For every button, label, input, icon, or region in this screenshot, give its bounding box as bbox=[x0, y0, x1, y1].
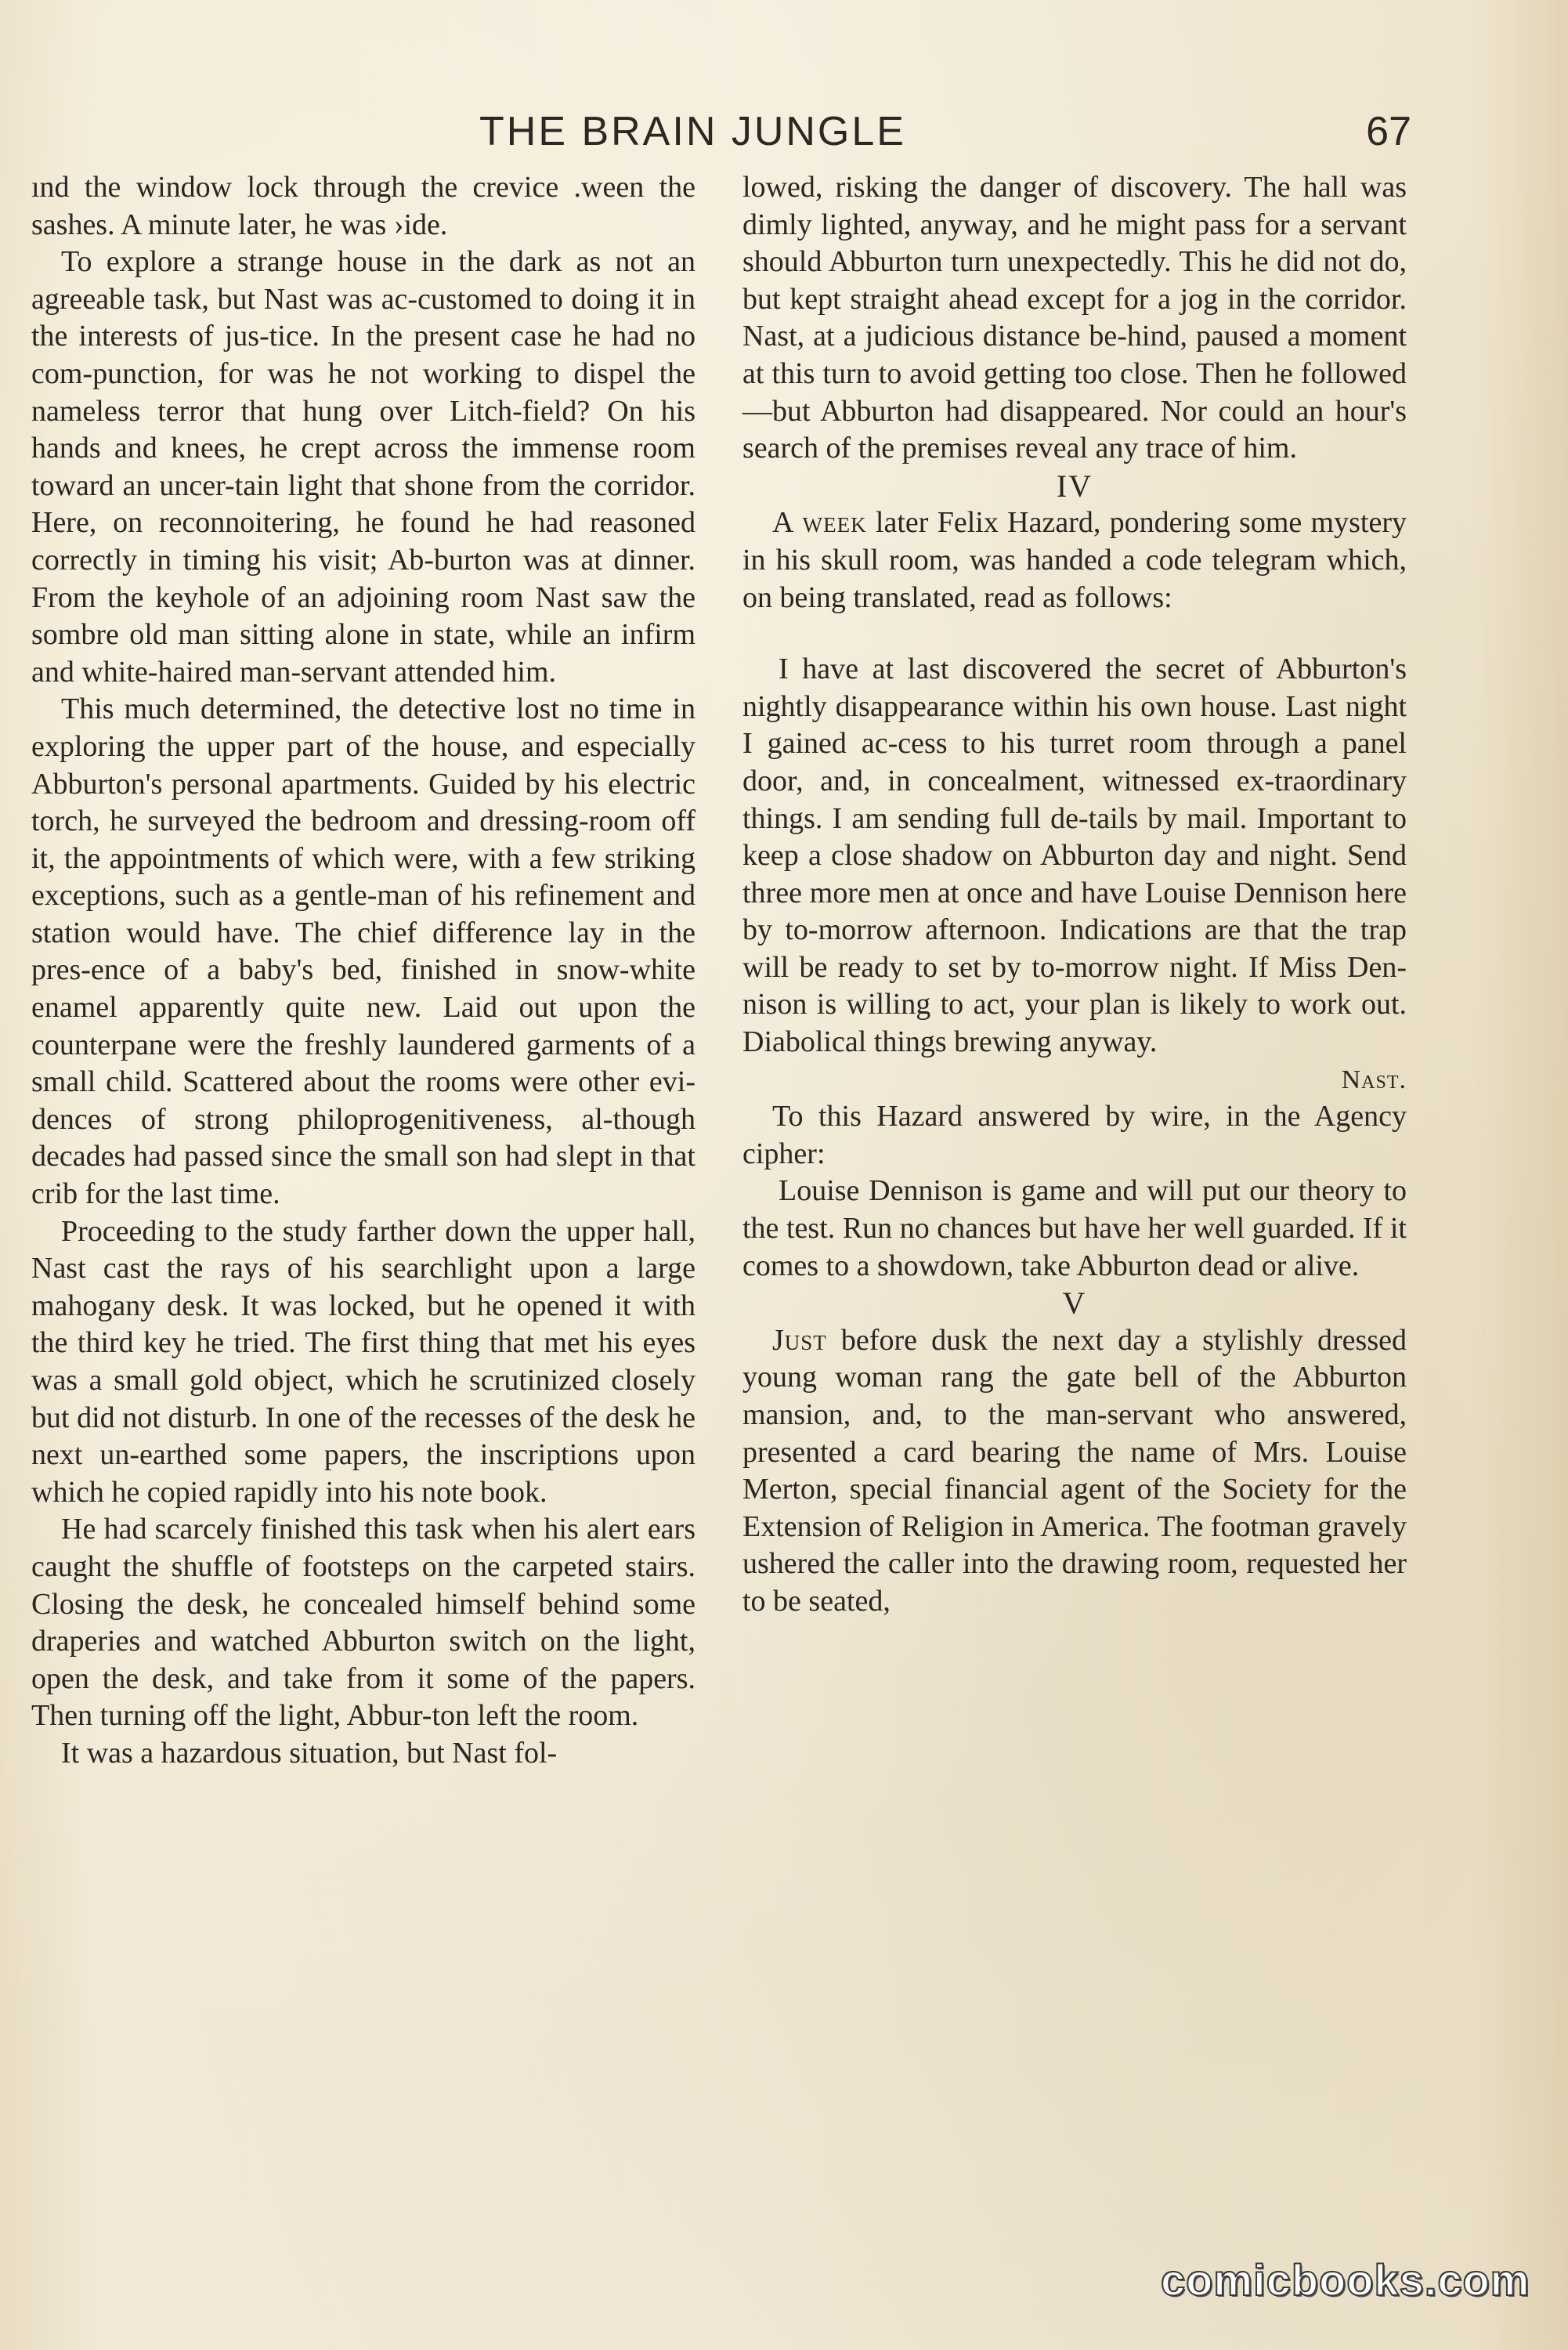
page-number: 67 bbox=[1366, 109, 1411, 154]
small-caps-lead: Just bbox=[772, 1323, 827, 1357]
right-column bbox=[742, 169, 1407, 1621]
paragraph: ınd the window lock through the crevice .ween the sashes. A minute later, he was ›ide. bbox=[31, 171, 695, 241]
telegram-quote: I have at last discovered the secret of Abburton's nightly disappearance within his own house. Last night I gained ac-cess to his turret room through a panel door, and, in concealment, witnessed ex-traordinary things. I am sending full de-tails by mail. Important to keep a close shadow on Abburton day and night. Send three more men at once and have Louise Dennison here by to-morrow afternoon. Indications are that the trap will be ready to set by to-morrow night. If Miss Den-nison is willing to act, your plan is likely to work out. Diabolical things brewing anyway. bbox=[742, 653, 1407, 1059]
paragraph: To explore a strange house in the dark as not an agreeable task, but Nast was ac-customed to doing it in the interests of jus-tice. In the present case he had no com-punction, for was he not working to dispel the nameless terror that hung over Litch-field? On his hands and knees, he crept across the immense room toward an uncer-tain light that shone from the corridor. Here, on reconnoitering, he found he had reasoned correctly in timing his visit; Ab-burton was at dinner. From the keyhole of an adjoining room Nast saw the sombre old man sitting alone in state, while an infirm and white-haired man-servant attended him. bbox=[31, 245, 695, 689]
left-column bbox=[31, 169, 695, 1773]
paragraph bbox=[742, 1322, 1407, 1621]
section-heading-iv: IV bbox=[1056, 468, 1093, 504]
paragraph: It was a hazardous situation, but Nast fol- bbox=[61, 1736, 558, 1770]
page-header bbox=[0, 108, 1568, 163]
small-caps-lead: A week bbox=[772, 506, 867, 540]
paragraph bbox=[742, 504, 1407, 616]
paragraph: Proceeding to the study farther down the upper hall, Nast cast the rays of his searchlight upon a large mahogany desk. It was locked, but he opened it with the third key he tried. The first thing that met his eyes was a small gold object, which he scrutinized closely but did not disturb. In one of the recesses of the desk he next un-earthed some papers, the inscriptions upon which he copied rapidly into his note book. bbox=[31, 1214, 695, 1509]
paragraph: To this Hazard answered by wire, in the Agency cipher: bbox=[742, 1100, 1407, 1170]
watermark-logo: comicbooks.com bbox=[1161, 2255, 1530, 2305]
running-title: THE BRAIN JUNGLE bbox=[479, 109, 906, 154]
section-heading-v: V bbox=[1062, 1285, 1087, 1321]
paragraph: This much determined, the detective lost no time in exploring the upper part of the house, and especially Abburton's personal apartments. Guided by his electric torch, he surveyed the bedroom and dressing-room off it, the appointments of which were, with a few striking exceptions, such as a gentle-man of his refinement and station would have. The chief difference lay in the pres-ence of a baby's bed, finished in snow-white enamel apparently quite new. Laid out upon the counterpane were the freshly laundered garments of a small child. Scattered about the rooms were other evi-dences of strong philoprogenitiveness, al-though decades had passed since the small son had slept in that crib for the last time. bbox=[31, 692, 695, 1211]
paragraph: lowed, risking the danger of discovery. The hall was dimly lighted, anyway, and he might pass for a servant should Abburton turn unexpectedly. This he did not do, but kept straight ahead except for a jog in the corridor. Nast, at a judicious distance be-hind, paused a moment at this turn to avoid getting too close. Then he followed—but Abburton had disappeared. Nor could an hour's search of the premises reveal any trace of him. bbox=[742, 171, 1407, 465]
signature: Nast. bbox=[1341, 1065, 1407, 1094]
paragraph-text: later Felix Hazard, pondering some mystery in his skull room, was handed a code telegram which, on being translated, read as follows: bbox=[742, 506, 1407, 614]
reply-quote: Louise Dennison is game and will put our theory to the test. Run no chances but have her well guarded. If it comes to a showdown, take Abburton dead or alive. bbox=[742, 1174, 1407, 1282]
paragraph: He had scarcely finished this task when his alert ears caught the shuffle of footsteps on the carpeted stairs. Closing the desk, he concealed himself behind some draperies and watched Abburton switch on the light, open the desk, and take from it some of the papers. Then turning off the light, Abbur-ton left the room. bbox=[31, 1513, 695, 1733]
paragraph-text: before dusk the next day a stylishly dressed young woman rang the gate bell of the Abburton mansion, and, to the man-servant who answered, presented a card bearing the name of Mrs. Louise Merton, special financial agent of the Society for the Extension of Religion in America. The footman gravely ushered the caller into the drawing room, requested her to be seated, bbox=[742, 1323, 1407, 1618]
